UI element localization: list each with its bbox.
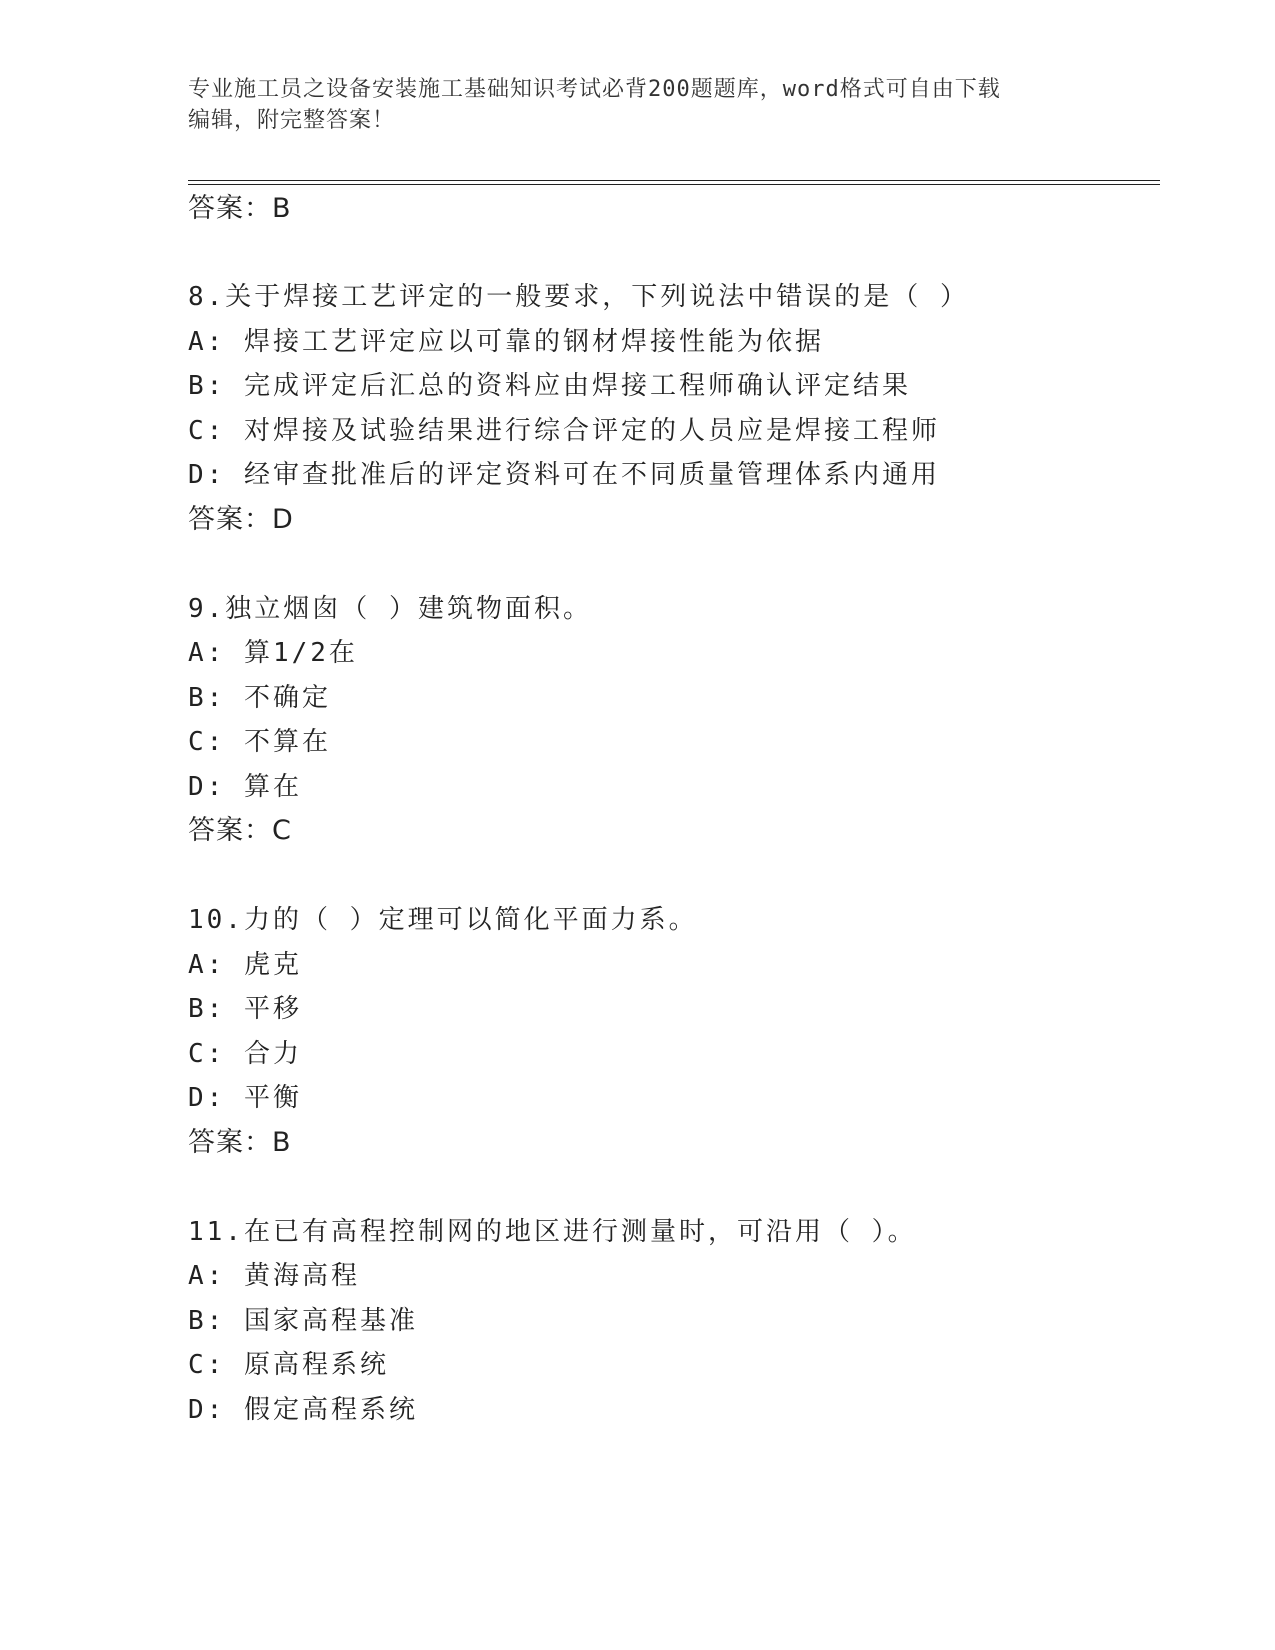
header-title-line-1: 专业施工员之设备安装施工基础知识考试必背200题题库，word格式可自由下载 [188, 77, 1001, 102]
option-b: B: 不确定 [188, 683, 331, 713]
page-header [188, 74, 1088, 136]
header-divider-top [188, 180, 1160, 181]
option-b: B: 平移 [188, 994, 302, 1024]
question-stem: 9.独立烟囱（ ）建筑物面积。 [188, 594, 592, 624]
header-title-line-2: 编辑，附完整答案！ [188, 108, 396, 133]
question-stem: 11.在已有高程控制网的地区进行测量时，可沿用（ ）。 [188, 1217, 917, 1247]
option-d: D: 假定高程系统 [188, 1395, 418, 1425]
option-b: B: 国家高程基准 [188, 1306, 418, 1336]
option-c: C: 不算在 [188, 727, 331, 757]
option-b: B: 完成评定后汇总的资料应由焊接工程师确认评定结果 [188, 371, 911, 401]
option-c: C: 合力 [188, 1039, 302, 1069]
option-c: C: 对焊接及试验结果进行综合评定的人员应是焊接工程师 [188, 416, 940, 446]
answer: 答案：D [188, 504, 294, 535]
option-c: C: 原高程系统 [188, 1350, 389, 1380]
option-d: D: 经审查批准后的评定资料可在不同质量管理体系内通用 [188, 460, 940, 490]
header-divider-bottom [188, 184, 1160, 185]
option-a: A: 虎克 [188, 950, 302, 980]
question-stem: 8.关于焊接工艺评定的一般要求，下列说法中错误的是（ ） [188, 282, 969, 312]
answer: 答案：C [188, 815, 292, 846]
question-stem: 10.力的（ ）定理可以简化平面力系。 [188, 905, 698, 935]
option-d: D: 算在 [188, 772, 302, 802]
answer: 答案：B [188, 1127, 292, 1158]
option-a: A: 黄海高程 [188, 1261, 360, 1291]
previous-answer: 答案：B [188, 193, 292, 224]
option-a: A: 算1/2在 [188, 638, 358, 668]
option-a: A: 焊接工艺评定应以可靠的钢材焊接性能为依据 [188, 327, 824, 357]
option-d: D: 平衡 [188, 1083, 302, 1113]
